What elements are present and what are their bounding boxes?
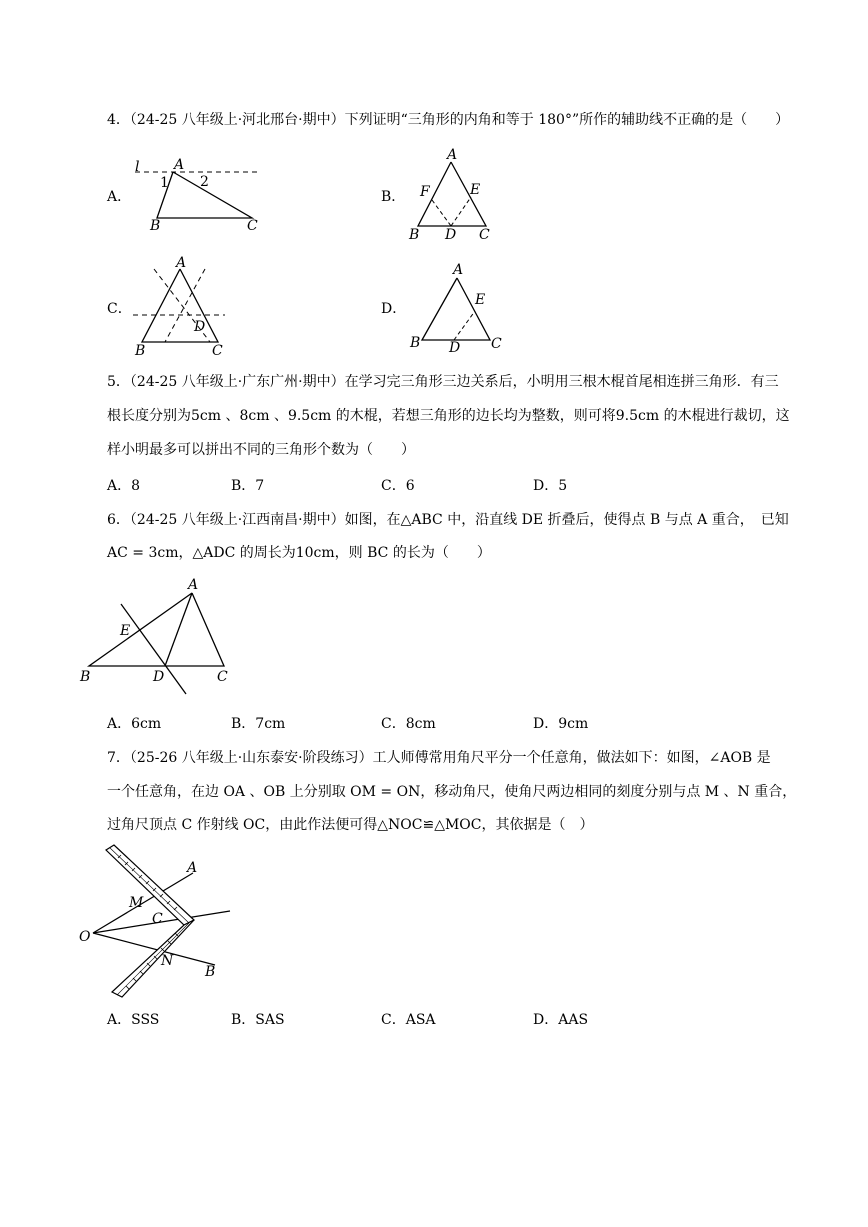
label-2: 2 [200, 174, 209, 190]
label-e: E [470, 182, 481, 198]
label-c: C [217, 669, 228, 685]
label-c: C [152, 911, 163, 927]
label-b: B [409, 227, 420, 243]
q5-line-3: 样小明最多可以拼出不同的三角形个数为（ ） [107, 442, 415, 458]
q5-line-1: 5．（24-25 八年级上·广东广州·期中）在学习完三角形三边关系后，小明用三根木棍首尾相连拼三角形．有三 [107, 374, 779, 390]
q6-line-2: AC = 3cm，△ADC 的周长为10cm，则 BC 的长为（ ） [107, 545, 491, 561]
q7-line-1: 7．（25-26 八年级上·山东泰安·阶段练习）工人师傅常用角尺平分一个任意角，做法如下：如图，∠AOB 是 [107, 750, 771, 766]
label-o: O [79, 929, 91, 945]
q6-line-1: 6．（24-25 八年级上·江西南昌·期中）如图，在△ABC 中，沿直线 DE 折叠后，使得点 B 与点 A 重合， 已知 [107, 512, 789, 528]
label-n: N [161, 953, 174, 969]
q4-stem: 4．（24-25 八年级上·河北邢台·期中）下列证明“三角形的内角和等于 180°”所作的辅助线不正确的是（ ） [107, 112, 790, 128]
label-m: M [129, 895, 144, 911]
label-a: A [174, 157, 185, 173]
q4-option-d-letter: D． [381, 301, 407, 317]
label-c: C [479, 227, 490, 243]
q6-option-b: B．7cm [231, 716, 286, 732]
label-b: B [410, 335, 421, 351]
label-b: B [150, 218, 161, 234]
label-d: D [449, 340, 461, 356]
label-a: A [188, 577, 199, 593]
q5-option-b: B．7 [231, 478, 265, 494]
label-a: A [176, 255, 187, 271]
q5-option-c: C．6 [381, 478, 415, 494]
q7-option-a: A．SSS [107, 1012, 160, 1028]
q5-option-a: A．8 [107, 478, 141, 494]
label-b: B [205, 964, 216, 980]
q7-option-c: C．ASA [381, 1012, 436, 1028]
label-a: A [187, 860, 198, 876]
label-b: B [135, 343, 146, 359]
label-c: C [491, 336, 502, 352]
q4-figure-c [130, 255, 240, 360]
q6-option-a: A．6cm [107, 716, 162, 732]
q5-line-2: 根长度分别为5cm 、8cm 、9.5cm 的木棍，若想三角形的边长均为整数，则可将9.5cm 的木棍进行裁切，这 [107, 408, 790, 424]
label-f: F [420, 184, 430, 200]
label-d: D [445, 227, 457, 243]
label-a: A [447, 147, 458, 163]
label-c: C [212, 343, 223, 359]
q6-option-d: D．9cm [533, 716, 589, 732]
q4-option-c-letter: C． [107, 301, 132, 317]
label-a: A [453, 262, 464, 278]
q4-option-b-letter: B． [381, 189, 406, 205]
q6-figure [75, 575, 240, 695]
label-e: E [475, 292, 486, 308]
label-e: E [120, 623, 131, 639]
label-b: B [80, 669, 91, 685]
q7-option-d: D．AAS [533, 1012, 589, 1028]
q4-figure-a [130, 150, 270, 240]
q7-figure [75, 845, 245, 1005]
label-1: 1 [160, 175, 169, 191]
q4-figure-d [405, 258, 510, 358]
q5-option-d: D．5 [533, 478, 568, 494]
q7-option-b: B．SAS [231, 1012, 285, 1028]
q7-line-2: 一个任意角，在边 OA 、OB 上分别取 OM = ON，移动角尺，使角尺两边相同的刻度分别与点 M 、N 重合， [107, 784, 797, 800]
q4-figure-b [405, 145, 505, 245]
label-d: D [153, 669, 165, 685]
label-c: C [247, 218, 258, 234]
q7-line-3: 过角尺顶点 C 作射线 OC，由此作法便可得△NOC≌△MOC，其依据是（ ） [107, 817, 594, 833]
label-d: D [194, 319, 206, 335]
q4-option-a-letter: A． [107, 189, 132, 205]
q6-option-c: C．8cm [381, 716, 436, 732]
label-l: l [135, 159, 140, 175]
